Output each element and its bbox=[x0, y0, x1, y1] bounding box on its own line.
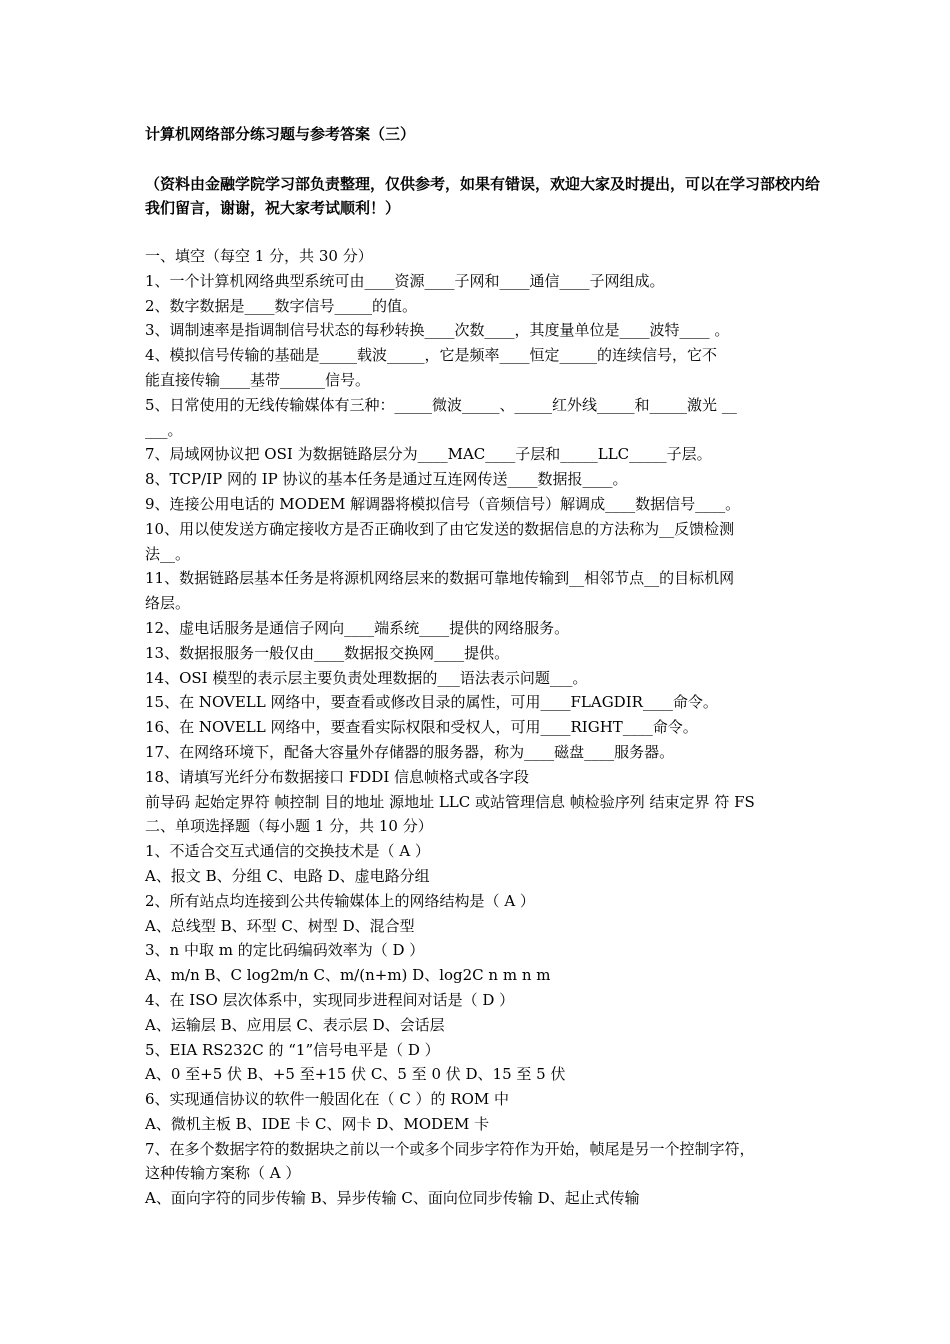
text-line: 14、OSI 模型的表示层主要负责处理数据的___语法表示问题___。 bbox=[145, 668, 588, 687]
text-line: A、报文 B、分组 C、电路 D、虚电路分组 bbox=[145, 866, 430, 885]
document-page bbox=[145, 122, 825, 1211]
text-line: 8、TCP/IP 网的 IP 协议的基本任务是通过互连网传送____数据报____。 bbox=[145, 470, 628, 489]
text-line: 3、调制速率是指调制信号状态的每秒转换____次数____，其度量单位是____波特____ 。 bbox=[145, 321, 730, 340]
text-line: 前导码 起始定界符 帧控制 目的地址 源地址 LLC 或站管理信息 帧检验序列 结束定界 符 FS bbox=[145, 792, 755, 811]
text-line: A、m/n B、C log2m/n C、m/(n+m) D、log2C n m n m bbox=[145, 966, 551, 985]
text-line: 2、所有站点均连接到公共传输媒体上的网络结构是（ A ） bbox=[145, 891, 535, 910]
text-line: 18、请填写光纤分布数据接口 FDDI 信息帧格式或各字段 bbox=[145, 767, 530, 786]
document-note: （资料由金融学院学习部负责整理，仅供参考，如果有错误，欢迎大家及时提出，可以在学习部校内给我们留言，谢谢，祝大家考试顺利！） bbox=[145, 175, 821, 217]
text-line: 3、n 中取 m 的定比码编码效率为（ D ） bbox=[145, 941, 425, 960]
text-line: 法__。 bbox=[145, 544, 191, 563]
text-line: 络层。 bbox=[145, 594, 191, 613]
text-line: 1、不适合交互式通信的交换技术是（ A ） bbox=[145, 842, 430, 861]
text-line: 6、实现通信协议的软件一般固化在（ C ）的 ROM 中 bbox=[145, 1090, 510, 1109]
text-line: A、微机主板 B、IDE 卡 C、网卡 D、MODEM 卡 bbox=[145, 1114, 490, 1133]
text-line: 15、在 NOVELL 网络中，要查看或修改目录的属性，可用____FLAGDIR____命令。 bbox=[145, 693, 718, 712]
text-line: 17、在网络环境下，配备大容量外存储器的服务器，称为____磁盘____服务器。 bbox=[145, 742, 675, 761]
text-line: A、运输层 B、应用层 C、表示层 D、会话层 bbox=[145, 1015, 445, 1034]
text-line: 11、数据链路层基本任务是将源机网络层来的数据可靠地传输到__相邻节点__的目标机网 bbox=[145, 569, 735, 588]
text-line: 4、在 ISO 层次体系中，实现同步进程间对话是（ D ） bbox=[145, 990, 515, 1009]
text-line: 4、模拟信号传输的基础是_____载波_____，它是频率____恒定_____的连续信号，它不 bbox=[145, 346, 718, 365]
text-line: ___。 bbox=[145, 420, 183, 439]
text-line: 5、EIA RS232C 的 “1”信号电平是（ D ） bbox=[145, 1040, 440, 1059]
document-body bbox=[145, 244, 825, 1211]
text-line: 16、在 NOVELL 网络中，要查看实际权限和受权人，可用____RIGHT____命令。 bbox=[145, 718, 698, 737]
text-line: 7、局域网协议把 OSI 为数据链路层分为____MAC____子层和_____LLC_____子层。 bbox=[145, 445, 712, 464]
text-line: 2、数字数据是____数字信号_____的值。 bbox=[145, 296, 418, 315]
text-line: A、面向字符的同步传输 B、异步传输 C、面向位同步传输 D、起止式传输 bbox=[145, 1189, 640, 1208]
text-line: 10、用以使发送方确定接收方是否正确收到了由它发送的数据信息的方法称为__反馈检测 bbox=[145, 519, 735, 538]
text-line: 一、填空（每空 1 分，共 30 分） bbox=[145, 247, 373, 265]
text-line: 能直接传输____基带______信号。 bbox=[145, 370, 371, 389]
text-line: 二、单项选择题（每小题 1 分，共 10 分） bbox=[145, 817, 433, 836]
text-line: 1、一个计算机网络典型系统可由____资源____子网和____通信____子网组成。 bbox=[145, 271, 665, 290]
document-title: 计算机网络部分练习题与参考答案（三） bbox=[145, 125, 416, 143]
text-line: 7、在多个数据字符的数据块之前以一个或多个同步字符作为开始，帧尾是另一个控制字符， bbox=[145, 1139, 755, 1158]
text-line: 这种传输方案称（ A ） bbox=[145, 1164, 301, 1183]
text-line: A、0 至+5 伏 B、+5 至+15 伏 C、5 至 0 伏 D、15 至 5 伏 bbox=[145, 1065, 566, 1084]
text-line: 13、数据报服务一般仅由____数据报交换网____提供。 bbox=[145, 643, 510, 662]
text-line: A、总线型 B、环型 C、树型 D、混合型 bbox=[145, 916, 415, 935]
text-line: 12、虚电话服务是通信子网向____端系统____提供的网络服务。 bbox=[145, 618, 570, 637]
text-line: 9、连接公用电话的 MODEM 解调器将模拟信号（音频信号）解调成____数据信号____。 bbox=[145, 494, 741, 513]
text-line: 5、日常使用的无线传输媒体有三种：_____微波_____、_____红外线_____和_____激光 __ bbox=[145, 395, 737, 414]
